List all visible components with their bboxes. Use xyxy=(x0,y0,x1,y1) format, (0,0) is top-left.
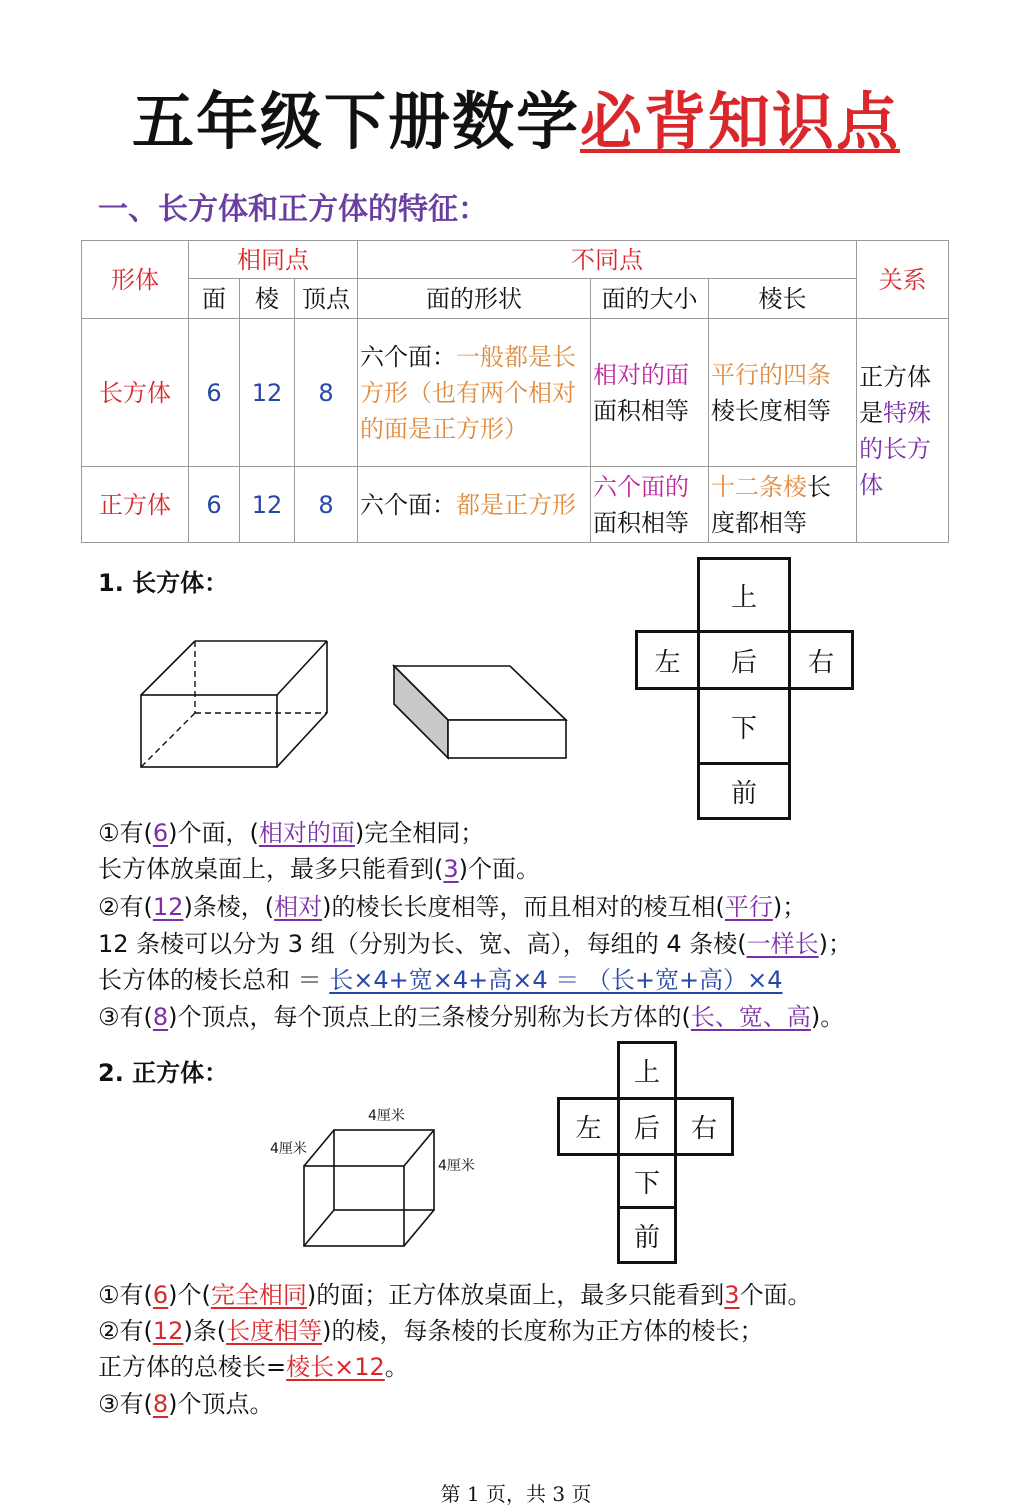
cube-line: 正方体的总棱长=棱长×12。 xyxy=(98,1353,409,1381)
cuboid-line: ③有(8)个顶点，每个顶点上的三条棱分别称为长方体的(长、宽、高)。 xyxy=(98,1003,845,1031)
title-main: 五年级下册数学 xyxy=(131,85,580,158)
cuboid-line: ②有(12)条棱，(相对)的棱长长度相等，而且相对的棱互相(平行)； xyxy=(98,893,807,921)
header-vertex: 顶点 xyxy=(295,279,358,319)
cuboid-line: 12 条棱可以分为 3 组（分别为长、宽、高），每组的 4 条棱(一样长)； xyxy=(98,930,852,958)
row-edge: 12 xyxy=(240,467,295,543)
net-cell: 下 xyxy=(697,687,791,765)
header-edge-length: 棱长 xyxy=(709,279,857,319)
cuboid-line: ①有(6)个面，(相对的面)完全相同； xyxy=(98,819,485,847)
row-face: 6 xyxy=(189,467,240,543)
row-edge-length: 平行的四条棱长度相等 xyxy=(709,319,857,467)
cuboid-solid xyxy=(388,660,573,765)
cube-line: ③有(8)个顶点。 xyxy=(98,1390,274,1418)
table-row xyxy=(82,319,949,467)
cuboid-line: 长方体放桌面上，最多只能看到(3)个面。 xyxy=(98,855,541,883)
header-shape: 形体 xyxy=(82,241,189,319)
net-cell: 前 xyxy=(697,762,791,820)
table-row xyxy=(82,467,949,543)
cuboid-line: 长方体的棱长总和 ＝ 长×4+宽×4+高×4 ＝ （长+宽+高）×4 xyxy=(98,966,783,994)
page-title xyxy=(0,82,1032,162)
row-vertex: 8 xyxy=(295,319,358,467)
header-same: 相同点 xyxy=(189,241,358,279)
net-cell: 右 xyxy=(674,1097,734,1156)
header-face-size: 面的大小 xyxy=(591,279,709,319)
row-name: 长方体 xyxy=(82,319,189,467)
net-cell: 上 xyxy=(617,1041,677,1100)
net-cell: 后 xyxy=(697,630,791,690)
net-cell: 下 xyxy=(617,1153,677,1209)
page-footer: 第 1 页，共 3 页 xyxy=(440,1482,592,1506)
header-relation: 关系 xyxy=(857,241,949,319)
cube-dim-left: 4厘米 xyxy=(270,1141,307,1157)
row-edge: 12 xyxy=(240,319,295,467)
cuboid-wireframe xyxy=(135,635,335,775)
row-face: 6 xyxy=(189,319,240,467)
cube-heading: 2. 正方体： xyxy=(98,1059,229,1087)
row-name: 正方体 xyxy=(82,467,189,543)
net-cell: 左 xyxy=(635,630,700,690)
row-face-size: 六个面的面积相等 xyxy=(591,467,709,543)
net-cell: 前 xyxy=(617,1206,677,1264)
net-cell: 上 xyxy=(697,557,791,633)
row-edge-length: 十二条棱长度都相等 xyxy=(709,467,857,543)
row-face-size: 相对的面面积相等 xyxy=(591,319,709,467)
net-cell: 后 xyxy=(617,1097,677,1156)
net-cell: 右 xyxy=(788,630,854,690)
section-heading: 一、长方体和正方体的特征： xyxy=(98,192,488,227)
relation-cell: 正方体是特殊的长方体 xyxy=(857,319,949,543)
cube-line: ①有(6)个(完全相同)的面；正方体放桌面上，最多只能看到3个面。 xyxy=(98,1281,812,1309)
header-face-shape: 面的形状 xyxy=(358,279,591,319)
cube-line: ②有(12)条(长度相等)的棱，每条棱的长度称为正方体的棱长； xyxy=(98,1317,764,1345)
row-face-shape: 六个面：都是正方形 xyxy=(358,467,591,543)
cube-wireframe xyxy=(300,1122,440,1252)
row-vertex: 8 xyxy=(295,467,358,543)
header-edge: 棱 xyxy=(240,279,295,319)
cuboid-heading: 1. 长方体： xyxy=(98,569,229,597)
cube-dim-right: 4厘米 xyxy=(438,1158,475,1174)
row-face-shape: 六个面：一般都是长方形（也有两个相对的面是正方形） xyxy=(358,319,591,467)
feature-table xyxy=(81,240,949,543)
header-diff: 不同点 xyxy=(358,241,857,279)
title-highlight: 必背知识点 xyxy=(580,85,901,158)
net-cell: 左 xyxy=(557,1097,620,1156)
cube-dim-top: 4厘米 xyxy=(368,1108,405,1124)
header-face: 面 xyxy=(189,279,240,319)
